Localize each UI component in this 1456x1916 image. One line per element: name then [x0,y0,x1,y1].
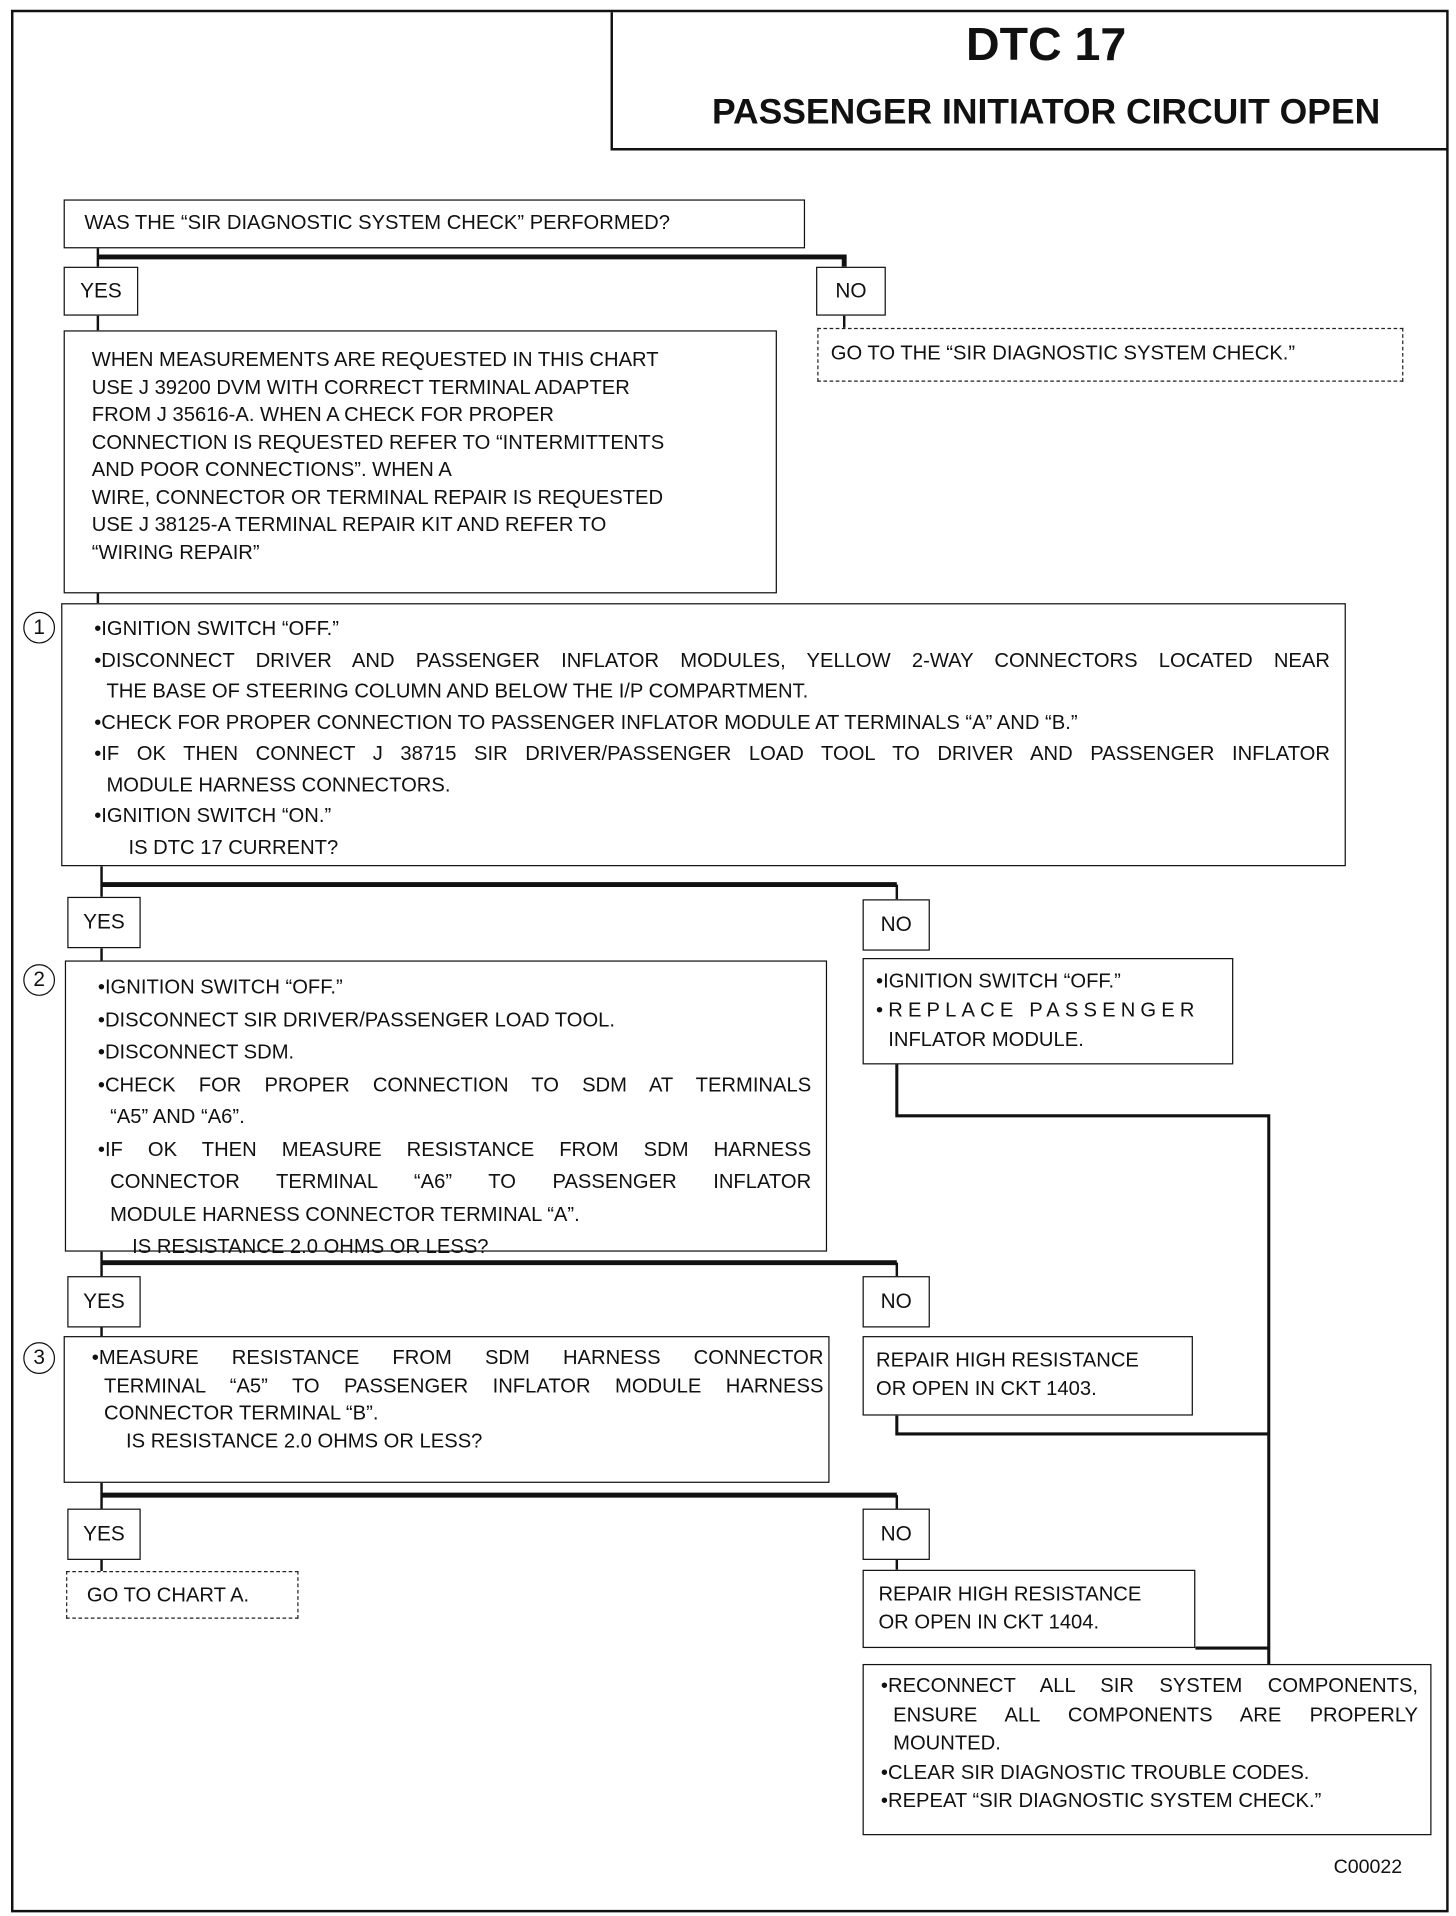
action-line: INFLATOR MODULE. [888,1028,1084,1051]
intro-line: USE J 39200 DVM WITH CORRECT TERMINAL ADAPTER [91,376,630,399]
action-line: •REPLACE PASSENGER [876,999,1200,1022]
step-1-box [61,603,1346,866]
final-line: ENSURE ALL COMPONENTS ARE PROPERLY [893,1703,1419,1726]
step-line: MODULE HARNESS CONNECTORS. [106,773,451,796]
final-line: •RECONNECT ALL SIR SYSTEM COMPONENTS, [880,1674,1419,1697]
step-2-box [65,960,827,1258]
action-line: •IGNITION SWITCH “OFF.” [876,970,1121,993]
step-line: CONNECTOR TERMINAL “A6” TO PASSENGER INFLATOR [110,1170,812,1193]
step-line: •DISCONNECT SDM. [97,1041,295,1064]
step-line: •IF OK THEN CONNECT J 38715 SIR DRIVER/PASSENGER LOAD TOOL TO DRIVER AND PASSENGER INFLATOR [94,742,1330,765]
intro-line: USE J 38125-A TERMINAL REPAIR KIT AND REFER TO [91,513,607,536]
no-label: NO [863,1509,930,1560]
start-question: WAS THE “SIR DIAGNOSTIC SYSTEM CHECK” PERFORMED? [84,211,670,234]
step-line: •IGNITION SWITCH “OFF.” [94,617,340,640]
step-3-box [64,1336,830,1483]
repair-ckt-1403-box [863,1336,1193,1416]
intro-line: “WIRING REPAIR” [91,541,260,564]
action-line: REPAIR HIGH RESISTANCE [876,1349,1139,1372]
step-number-2: 2 [23,964,55,996]
intro-line: FROM J 35616-A. WHEN A CHECK FOR PROPER [91,403,554,426]
figure-id: C00022 [1333,1857,1403,1879]
final-line: MOUNTED. [893,1732,1001,1755]
yes-label: YES [67,897,140,948]
no-label: NO [863,1276,930,1327]
step-line: •CHECK FOR PROPER CONNECTION TO PASSENGER INFLATOR MODULE AT TERMINALS “A” AND “B.” [94,711,1078,734]
replace-module-box [863,958,1234,1064]
step-question: IS RESISTANCE 2.0 OHMS OR LESS? [132,1235,489,1258]
intro-line: CONNECTION IS REQUESTED REFER TO “INTERMITTENTS [91,431,665,454]
final-steps-box [863,1664,1432,1835]
step-line: •MEASURE RESISTANCE FROM SDM HARNESS CONNECTOR [91,1347,824,1370]
step-line: •IGNITION SWITCH “OFF.” [97,976,343,999]
start-question-box [64,199,805,248]
step-line: THE BASE OF STEERING COLUMN AND BELOW THE I/P COMPARTMENT. [106,680,809,703]
intro-line: AND POOR CONNECTIONS”. WHEN A [91,458,452,481]
goto-sir-check-box [817,328,1403,382]
chart-title: PASSENGER INITIATOR CIRCUIT OPEN [711,92,1381,133]
yes-label: YES [64,267,139,316]
step-line: •IGNITION SWITCH “ON.” [94,805,332,828]
step-question: IS RESISTANCE 2.0 OHMS OR LESS? [126,1429,483,1452]
step-line: CONNECTOR TERMINAL “B”. [103,1402,379,1425]
intro-line: WHEN MEASUREMENTS ARE REQUESTED IN THIS CHART [91,348,659,371]
goto-chart-a-box [66,1571,298,1619]
goto-sir-check: GO TO THE “SIR DIAGNOSTIC SYSTEM CHECK.” [830,342,1296,365]
step-line: TERMINAL “A5” TO PASSENGER INFLATOR MODULE HARNESS [103,1374,824,1397]
step-line: “A5” AND “A6”. [110,1106,245,1129]
yes-label: YES [67,1276,140,1327]
goto-chart-a: GO TO CHART A. [86,1584,250,1607]
step-line: •DISCONNECT DRIVER AND PASSENGER INFLATOR MODULES, YELLOW 2-WAY CONNECTORS LOCATED NEAR [94,649,1330,672]
final-line: •CLEAR SIR DIAGNOSTIC TROUBLE CODES. [880,1761,1310,1784]
no-label: NO [816,267,886,316]
intro-box [64,330,777,593]
step-number-3: 3 [23,1342,55,1374]
chart-code: DTC 17 [965,19,1127,71]
step-line: MODULE HARNESS CONNECTOR TERMINAL “A”. [110,1203,580,1226]
step-number-1: 1 [23,612,55,644]
repair-ckt-1404-box [863,1570,1196,1648]
action-line: OR OPEN IN CKT 1403. [876,1377,1097,1400]
action-line: OR OPEN IN CKT 1404. [878,1610,1100,1633]
step-line: •DISCONNECT SIR DRIVER/PASSENGER LOAD TOOL. [97,1008,615,1031]
yes-label: YES [67,1509,140,1560]
intro-line: WIRE, CONNECTOR OR TERMINAL REPAIR IS REQUESTED [91,486,664,509]
final-line: •REPEAT “SIR DIAGNOSTIC SYSTEM CHECK.” [880,1789,1322,1813]
action-line: REPAIR HIGH RESISTANCE [878,1583,1142,1606]
step-line: •CHECK FOR PROPER CONNECTION TO SDM AT TERMINALS [97,1073,812,1096]
step-question: IS DTC 17 CURRENT? [128,836,339,859]
no-label: NO [863,899,930,950]
step-line: •IF OK THEN MEASURE RESISTANCE FROM SDM HARNESS [97,1138,812,1161]
